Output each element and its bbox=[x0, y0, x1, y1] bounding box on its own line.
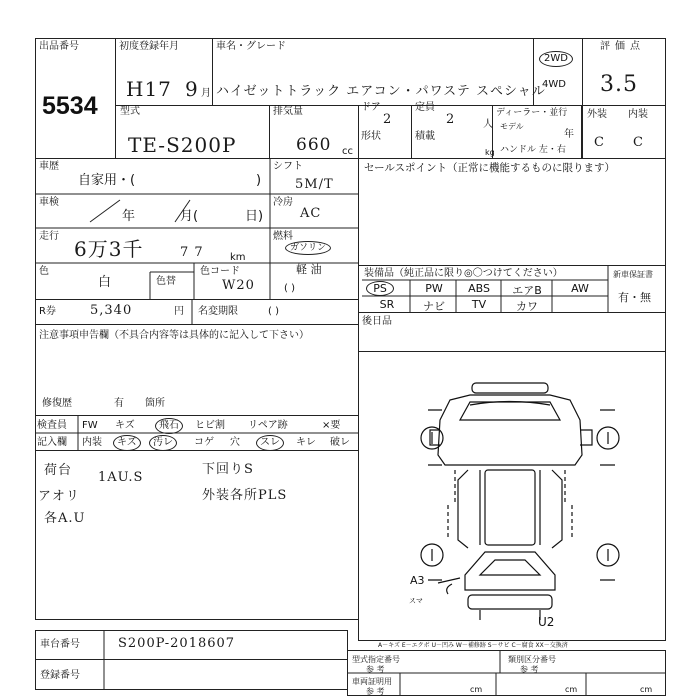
shaken-month: 月( bbox=[180, 209, 199, 224]
ref-label-1: 参 考 bbox=[366, 665, 385, 674]
mark-u2: U2 bbox=[538, 615, 555, 629]
interior-grade: C bbox=[633, 135, 644, 150]
note-line1-label: 荷台 bbox=[44, 463, 73, 478]
capacity-value: 2 bbox=[446, 112, 456, 127]
cm-unit-3: cm bbox=[640, 685, 653, 694]
category-label: 類別区分番号 bbox=[508, 655, 556, 664]
car-history-close: ) bbox=[256, 173, 262, 188]
mileage-digits: 7 7 bbox=[180, 245, 204, 260]
exterior-label: 外装 bbox=[587, 109, 607, 120]
exterior-grade: C bbox=[594, 135, 605, 150]
doors-label: ドア bbox=[361, 102, 381, 113]
note-line1-value: 1AU.S bbox=[98, 470, 144, 485]
dealer-label: ディーラー・並行 bbox=[496, 108, 568, 118]
equip-ps: PS bbox=[366, 281, 394, 296]
color-label: 色 bbox=[39, 266, 49, 277]
mileage-unit: km bbox=[230, 252, 246, 263]
repair-label: 修復歴 bbox=[42, 398, 72, 409]
chassis-label: 車台番号 bbox=[40, 639, 80, 650]
check-label: 検査員 bbox=[37, 420, 67, 431]
type-label: 型式指定番号 bbox=[352, 655, 400, 664]
color-change-label: 色替 bbox=[156, 276, 176, 287]
fuel-value-diesel: 軽 油 bbox=[296, 263, 322, 276]
aircon-label: 冷房 bbox=[273, 197, 293, 208]
year-label: 年 bbox=[564, 129, 574, 140]
insp-fw: FW bbox=[82, 420, 98, 431]
notes-label: 注意事項申告欄（不具合内容等は具体的に記入して下さい） bbox=[39, 330, 309, 341]
note-line3: 各A.U bbox=[44, 511, 86, 526]
mileage-label: 走行 bbox=[39, 231, 59, 242]
color-code-value: W20 bbox=[222, 278, 255, 293]
insp-tobiishi: 飛石 bbox=[155, 418, 183, 434]
reg-number-label: 登録番号 bbox=[40, 670, 80, 681]
note-right2: 外装各所PLS bbox=[202, 488, 288, 503]
drive-2wd: 2WD bbox=[539, 51, 573, 67]
first-reg-era: H17 bbox=[126, 77, 172, 101]
sales-point-label: セールスポイント（正常に機能するものに限ります） bbox=[364, 162, 616, 174]
model-year-label: モデル bbox=[500, 122, 524, 131]
month-unit: 月 bbox=[201, 88, 211, 99]
equip-abs: ABS bbox=[468, 282, 490, 295]
mark-sumo: スマ bbox=[409, 597, 423, 605]
insp-int-sure: スレ bbox=[256, 435, 284, 451]
reg-cert-label: 車両証明用 bbox=[352, 677, 392, 686]
lot-label: 出品番号 bbox=[39, 41, 79, 52]
score-label: 評価点 bbox=[600, 41, 645, 52]
shift-label: シフト bbox=[273, 161, 303, 172]
diagram-legend: A－キズ E－エクボ U－凹み W－補修跡 S－サビ C－腐食 XX－交換済 bbox=[378, 642, 568, 649]
entry-label: 記入欄 bbox=[37, 437, 67, 448]
repair-value: 有 bbox=[114, 398, 124, 409]
model-label: 型式 bbox=[120, 106, 140, 117]
ref-label-2: 参 考 bbox=[520, 665, 539, 674]
mileage-value: 6万3千 bbox=[74, 237, 144, 261]
equip-leather: カワ bbox=[516, 300, 538, 313]
name-grade-value: ハイゼットトラック エアコン・パワステ スペシャル bbox=[216, 84, 546, 99]
warranty-value: 有・無 bbox=[618, 291, 651, 304]
insp-int-koge: コゲ bbox=[194, 437, 214, 448]
insp-interior: 内装 bbox=[82, 437, 102, 448]
insp-repair: リペア跡 bbox=[248, 420, 288, 431]
insp-required: ×要 bbox=[322, 420, 341, 431]
shaken-year: 年 bbox=[122, 209, 136, 224]
insp-int-kizu: キズ bbox=[113, 435, 141, 451]
equip-airbag: エアB bbox=[512, 284, 542, 297]
mark-a3: A3 bbox=[410, 574, 425, 587]
cm-unit-1: cm bbox=[470, 685, 483, 694]
first-reg-label: 初度登録年月 bbox=[119, 41, 179, 52]
first-reg-month: 9 bbox=[185, 77, 199, 101]
name-change-label: 名変期限 bbox=[198, 306, 238, 317]
repair-place: 箇所 bbox=[145, 398, 165, 409]
equipment-label: 装備品（純正品に限り◎〇つけてください） bbox=[364, 268, 563, 279]
note-line2-label: アオリ bbox=[38, 489, 80, 504]
warranty-label: 新車保証書 bbox=[613, 270, 653, 279]
color-value: 白 bbox=[98, 275, 113, 290]
capacity-label: 定員 bbox=[415, 102, 435, 113]
recycle-value: 5,340 bbox=[90, 303, 133, 318]
doors-value: 2 bbox=[383, 112, 393, 127]
fuel-paren: ( ) bbox=[284, 283, 295, 294]
recycle-label: R券 bbox=[39, 306, 56, 317]
car-history-label: 車歴 bbox=[39, 161, 59, 172]
ref-label-3: 参 考 bbox=[366, 687, 385, 696]
insp-int-ana: 穴 bbox=[230, 437, 240, 448]
insp-int-yabure: 破レ bbox=[330, 437, 350, 448]
shift-value: 5M/T bbox=[295, 177, 334, 192]
aircon-value: AC bbox=[300, 206, 322, 221]
handle-label: ハンドル 左・右 bbox=[500, 145, 566, 155]
kg-unit: kg bbox=[485, 148, 495, 157]
cm-unit-2: cm bbox=[565, 685, 578, 694]
color-code-label: 色コード bbox=[200, 266, 240, 277]
score-value: 3.5 bbox=[600, 72, 638, 97]
shape-label: 形状 bbox=[361, 131, 381, 142]
insp-int-yogore: 汚レ bbox=[149, 435, 177, 451]
model-value: TE-S200P bbox=[128, 133, 237, 157]
equip-aw: AW bbox=[571, 282, 589, 295]
equip-navi: ナビ bbox=[423, 300, 445, 313]
insp-kizu: キズ bbox=[115, 420, 135, 431]
displacement-unit: cc bbox=[342, 146, 353, 157]
rear-seat-label: 後日品 bbox=[362, 316, 392, 327]
fuel-label: 燃料 bbox=[273, 231, 293, 242]
yen-unit: 円 bbox=[174, 306, 184, 317]
load-label: 積載 bbox=[415, 131, 435, 142]
equip-pw: PW bbox=[425, 282, 443, 295]
equip-sr: SR bbox=[379, 298, 395, 311]
shaken-label: 車検 bbox=[39, 197, 59, 208]
capacity-unit: 人 bbox=[483, 119, 493, 130]
insp-int-kire: キレ bbox=[296, 437, 316, 448]
car-history-value: 自家用・( bbox=[78, 173, 136, 188]
lot-number: 5534 bbox=[42, 92, 98, 120]
displacement-label: 排気量 bbox=[273, 106, 303, 117]
name-grade-label: 車名・グレード bbox=[216, 41, 286, 52]
interior-label: 内装 bbox=[628, 109, 648, 120]
shaken-day: 日) bbox=[245, 209, 264, 224]
drive-4wd: 4WD bbox=[542, 79, 566, 90]
fuel-value-gas: ガソリン bbox=[285, 241, 331, 255]
note-right1: 下回りS bbox=[202, 462, 254, 477]
chassis-value: S200P-2018607 bbox=[118, 636, 236, 651]
insp-hibiware: ヒビ割 bbox=[195, 420, 225, 431]
displacement-value: 660 bbox=[296, 135, 332, 155]
equip-tv: TV bbox=[471, 298, 487, 311]
name-change-paren: ( ) bbox=[268, 306, 279, 317]
